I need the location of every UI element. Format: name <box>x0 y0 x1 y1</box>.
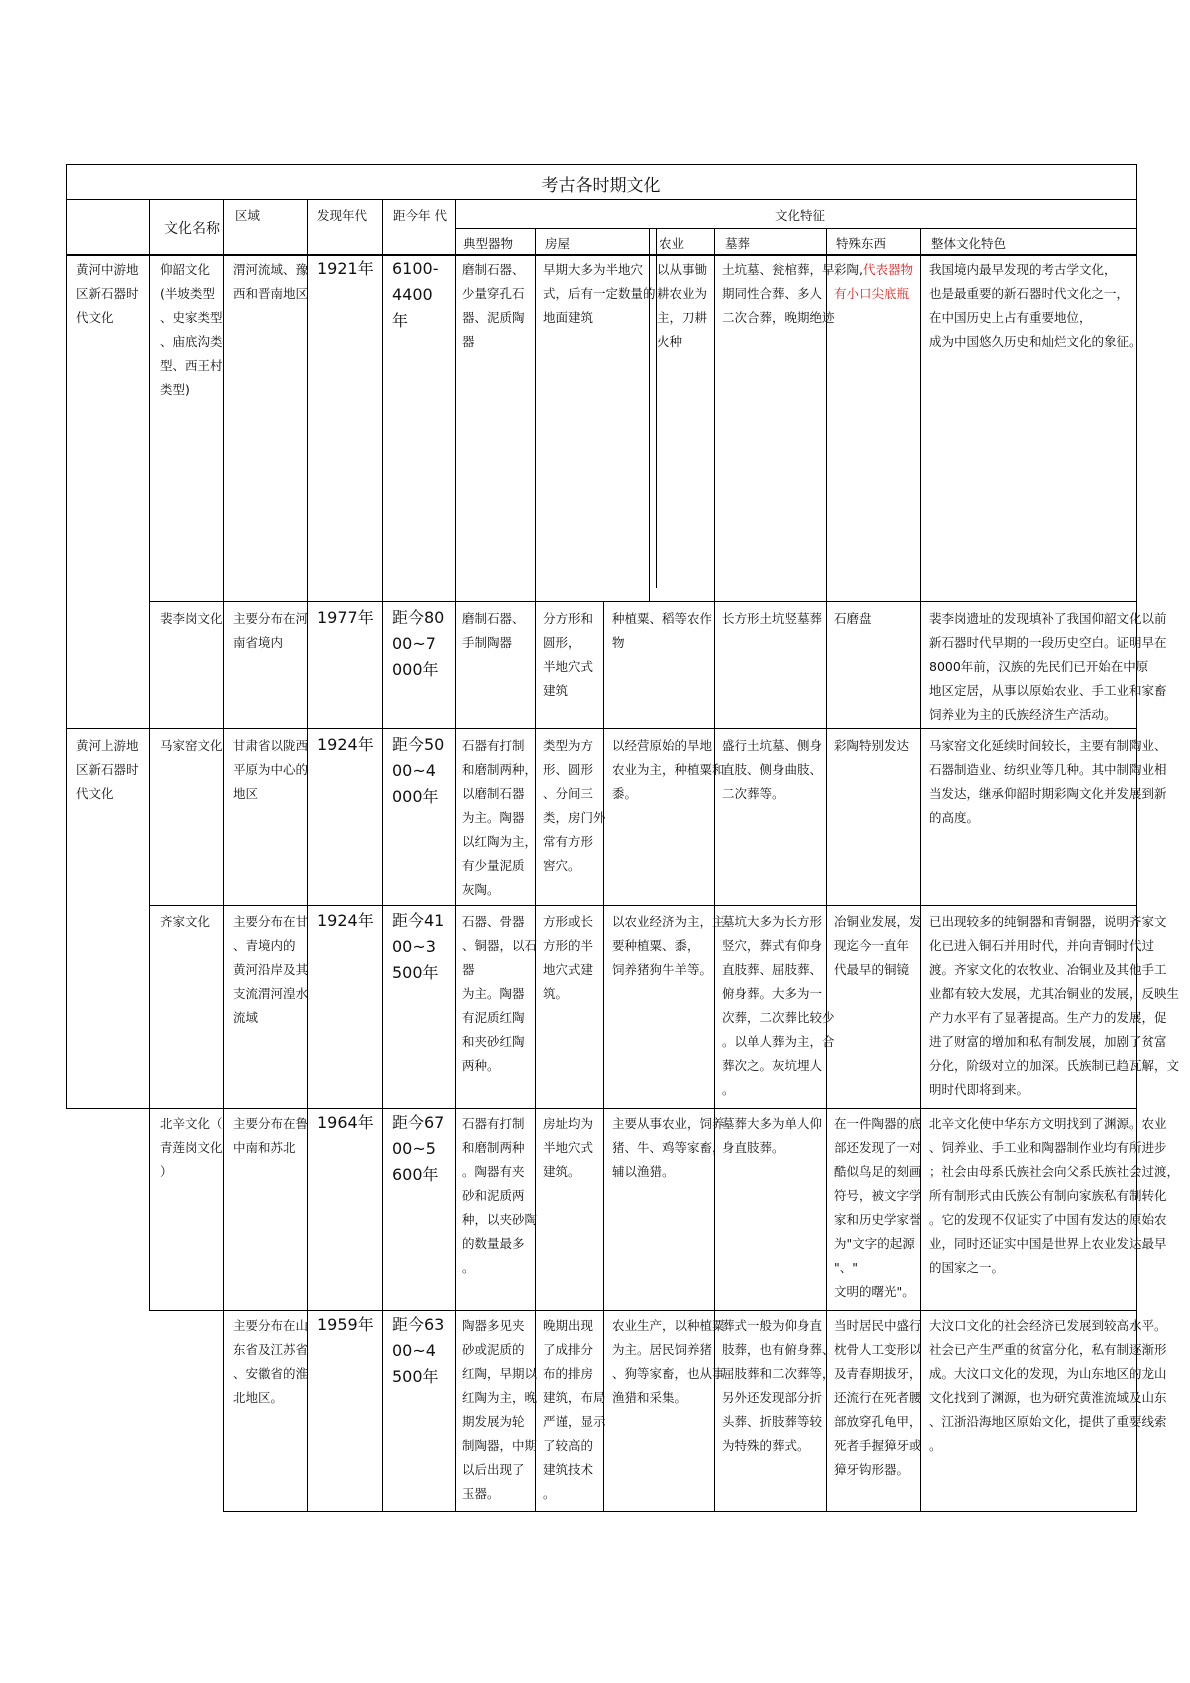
header-agriculture: 农业 <box>659 236 685 251</box>
header-age: 距今年 代 <box>393 208 447 223</box>
border-left <box>66 164 67 1109</box>
culture-agriculture: 以从事锄 耕农业为 主，刀耕 火种 <box>657 262 708 349</box>
area-label-middle: 黄河中游地区新石器时代文化 <box>76 262 139 325</box>
special-highlight-text: 代表器物 有小口尖底瓶 <box>834 262 913 301</box>
col-line-features <box>455 199 456 1512</box>
culture-agriculture: 农业生产，以种植粟 为主。居民饲养猪 、狗等家畜，也从事 渔猎和采集。 <box>612 1318 725 1405</box>
culture-name: 仰韶文化 (半坡类型 、史家类型 、庙底沟类 型、西王村 类型) <box>160 262 223 397</box>
col-line-region <box>223 199 224 1512</box>
culture-discovery-year: 1977年 <box>317 608 374 627</box>
culture-region: 甘肃省以陇西 平原为中心的 地区 <box>233 738 309 801</box>
table-border-bottom <box>223 1511 1136 1512</box>
header-overall: 整体文化特色 <box>931 236 1007 251</box>
row-divider-1 <box>149 601 1136 602</box>
features-divider <box>455 228 1136 229</box>
header-divider <box>66 254 1136 256</box>
culture-houses: 房址均为 半地穴式 建筑。 <box>543 1116 594 1179</box>
header-burial: 墓葬 <box>725 236 751 251</box>
culture-houses: 早期大多为半地穴 式，后有一定数量的 地面建筑 <box>543 262 656 325</box>
header-vessels: 典型器物 <box>463 236 514 251</box>
row-divider-4b <box>149 1108 1136 1109</box>
culture-vessels: 磨制石器、 少量穿孔石 器、泥质陶 器 <box>462 262 525 349</box>
culture-overall: 大汶口文化的社会经济已发展到较高水平。 社会已产生严重的贫富分化，私有制逐渐形 成。大汶口文化的发现，为山东地区的龙山 文化找到了渊源，也为研究黄淮流域及山东 、江浙沿海地区原始文化，提供了重要线索 。 <box>929 1318 1167 1453</box>
area-label-upper: 黄河上游地区新石器时代文化 <box>76 738 139 801</box>
culture-discovery-year: 1959年 <box>317 1315 374 1334</box>
culture-burial: 土坑墓、瓮棺葬，早 期同性合葬、多人 二次合葬，晚期绝迹 <box>722 262 835 325</box>
culture-special: 彩陶特别发达 <box>834 738 910 753</box>
culture-special: 在一件陶器的底 部还发现了一对 酷似鸟足的刻画 符号，被文字学 家和历史学家誉 为"文字的起源 "、" 文明的曙光"。 <box>834 1116 922 1299</box>
culture-houses: 类型为方 形、圆形 、分间三 类，房门外 常有方形 窖穴。 <box>543 738 606 873</box>
culture-age: 距今63 00~4 500年 <box>392 1315 445 1386</box>
culture-burial: 墓坑大多为长方形 竖穴，葬式有仰身 直肢葬、屈肢葬、 俯身葬。大多为一 次葬，二次葬比较少 。以单人葬为主，合 葬次之。灰坑埋人 。 <box>722 914 835 1097</box>
culture-name: 马家窑文化 <box>160 738 223 753</box>
header-region: 区域 <box>235 208 261 223</box>
culture-burial: 盛行土坑墓、侧身 直肢、侧身曲肢、 二次葬等。 <box>722 738 823 801</box>
culture-region: 主要分布在河 南省境内 <box>233 611 309 650</box>
culture-discovery-year: 1924年 <box>317 735 374 754</box>
culture-region: 主要分布在鲁 中南和苏北 <box>233 1116 309 1155</box>
culture-agriculture: 主要从事农业，饲养 猪、牛、鸡等家畜， 辅以渔猎。 <box>612 1116 725 1179</box>
culture-special: 石磨盘 <box>834 611 872 626</box>
culture-houses: 分方形和 圆形， 半地穴式 建筑 <box>543 611 594 698</box>
culture-overall: 马家窑文化延续时间较长，主要有制陶业、 石器制造业、纺织业等几种。其中制陶业相 当发达，继承仰韶时期彩陶文化并发展到新 的高度。 <box>929 738 1167 825</box>
culture-vessels: 石器、骨器 、铜器，以石 器 为主。陶器 有泥质红陶 和夹砂红陶 两种。 <box>462 914 538 1073</box>
culture-name: 齐家文化 <box>160 914 211 929</box>
culture-special: 冶铜业发展，发 现迄今一直年 代最早的铜镜 <box>834 914 922 977</box>
culture-special <box>834 258 913 306</box>
culture-age: 距今67 00~5 600年 <box>392 1113 445 1184</box>
culture-overall: 我国境内最早发现的考古学文化， 也是最重要的新石器时代文化之一， 在中国历史上占有重要地位， 成为中国悠久历史和灿烂文化的象征。 <box>929 262 1142 349</box>
row-divider-3 <box>149 905 1136 906</box>
col-line-age <box>382 199 383 1512</box>
culture-houses: 晚期出现 了成排分 布的排房 建筑，布局 严谨，显示 了较高的 建筑技术 。 <box>543 1318 606 1501</box>
special-plain-text: 彩陶, <box>834 262 863 277</box>
culture-vessels: 陶器多见夹 砂或泥质的 红陶，早期以 红陶为主，晚 期发展为轮 制陶器，中期 以后出现了 玉器。 <box>462 1318 538 1501</box>
culture-age: 距今80 00~7 000年 <box>392 608 445 679</box>
culture-overall: 已出现较多的纯铜器和青铜器，说明齐家文 化已进入铜石并用时代，并向青铜时代过 渡。齐家文化的农牧业、冶铜业及其他手工 业都有较大发展，尤其冶铜业的发展，反映生 产力水平有了显著提高。生产力的发展，促 进了财富的增加和私有制发展，加剧了贫富 分化，阶级对立的加深。氏族制已趋瓦解，文 明时代即将到来。 <box>929 914 1180 1097</box>
culture-houses: 方形或长 方形的半 地穴式建 筑。 <box>543 914 594 1001</box>
culture-burial: 墓葬大多为单人仰 身直肢葬。 <box>722 1116 823 1155</box>
culture-age: 距今50 00~4 000年 <box>392 735 445 806</box>
culture-region: 主要分布在山 东省及江苏省 、安徽省的淮 北地区。 <box>233 1318 309 1405</box>
culture-discovery-year: 1924年 <box>317 911 374 930</box>
culture-vessels: 石器有打制 和磨制两种， 以磨制石器 为主。陶器 以红陶为主， 有少量泥质 灰陶。 <box>462 738 538 897</box>
culture-vessels: 石器有打制 和磨制两种 。陶器有夹 砂和泥质两 种，以夹砂陶 的数量最多 。 <box>462 1116 538 1275</box>
culture-agriculture: 以农业经济为主，主 要种植粟、黍， 饲养猪狗牛羊等。 <box>612 914 725 977</box>
culture-name: 裴李岗文化 <box>160 611 223 626</box>
culture-vessels: 磨制石器、 手制陶器 <box>462 611 525 650</box>
culture-discovery-year: 1921年 <box>317 259 374 278</box>
culture-discovery-year: 1964年 <box>317 1113 374 1132</box>
table-title: 考古各时期文化 <box>541 176 661 196</box>
table-border-top <box>66 164 1136 165</box>
header-houses: 房屋 <box>545 236 571 251</box>
col-line-name <box>149 199 150 1311</box>
culture-overall: 北辛文化使中华东方文明找到了渊源。农业 、饲养业、手工业和陶器制作业均有所进步 ；社会由母系氏族社会向父系氏族社会过渡， 所有制形式由氏族公有制向家族私有制转化 。它的发现不仅证实了中国有发达的原始农 业，同时还证实中国是世界上农业发达最早 的国家之一。 <box>929 1116 1180 1275</box>
culture-region: 渭河流域、豫 西和晋南地区 <box>233 262 309 301</box>
border-right <box>1136 164 1137 1512</box>
title-divider <box>66 199 1136 200</box>
header-features: 文化特征 <box>775 208 826 223</box>
culture-age: 6100- 4400 年 <box>392 259 439 330</box>
culture-overall: 裴李岗遗址的发现填补了我国仰韶文化以前 新石器时代早期的一段历史空白。证明早在 8000年前，汉族的先民们已开始在中原 地区定居，从事以原始农业、手工业和家畜 饲养业为主的氏族经济生产活动。 <box>929 611 1167 722</box>
culture-region: 主要分布在甘 、青境内的 黄河沿岸及其 支流渭河湟水 流域 <box>233 914 309 1025</box>
row-divider-2 <box>66 728 1136 729</box>
row-divider-5 <box>149 1310 1136 1311</box>
culture-agriculture: 以经营原始的旱地 农业为主，种植粟和 黍。 <box>612 738 725 801</box>
culture-burial: 长方形土坑竖墓葬 <box>722 611 823 626</box>
culture-name: 北辛文化（ 青莲岗文化 ） <box>160 1116 223 1179</box>
culture-agriculture: 种植粟、稻等农作 物 <box>612 611 713 650</box>
culture-special: 当时居民中盛行 枕骨人工变形以 及青春期拔牙， 还流行在死者腰 部放穿孔龟甲， 死者手握獐牙或 獐牙钩形器。 <box>834 1318 922 1477</box>
row-divider-4 <box>66 1108 151 1109</box>
header-culture-name: 文化名称 <box>164 221 220 237</box>
header-discovery: 发现年代 <box>317 208 368 223</box>
culture-age: 距今41 00~3 500年 <box>392 911 445 982</box>
culture-burial: 葬式一般为仰身直 肢葬，也有俯身葬、 屈肢葬和二次葬等， 另外还发现部分折 头葬、折肢葬等较 为特殊的葬式。 <box>722 1318 835 1453</box>
header-special: 特殊东西 <box>836 236 887 251</box>
